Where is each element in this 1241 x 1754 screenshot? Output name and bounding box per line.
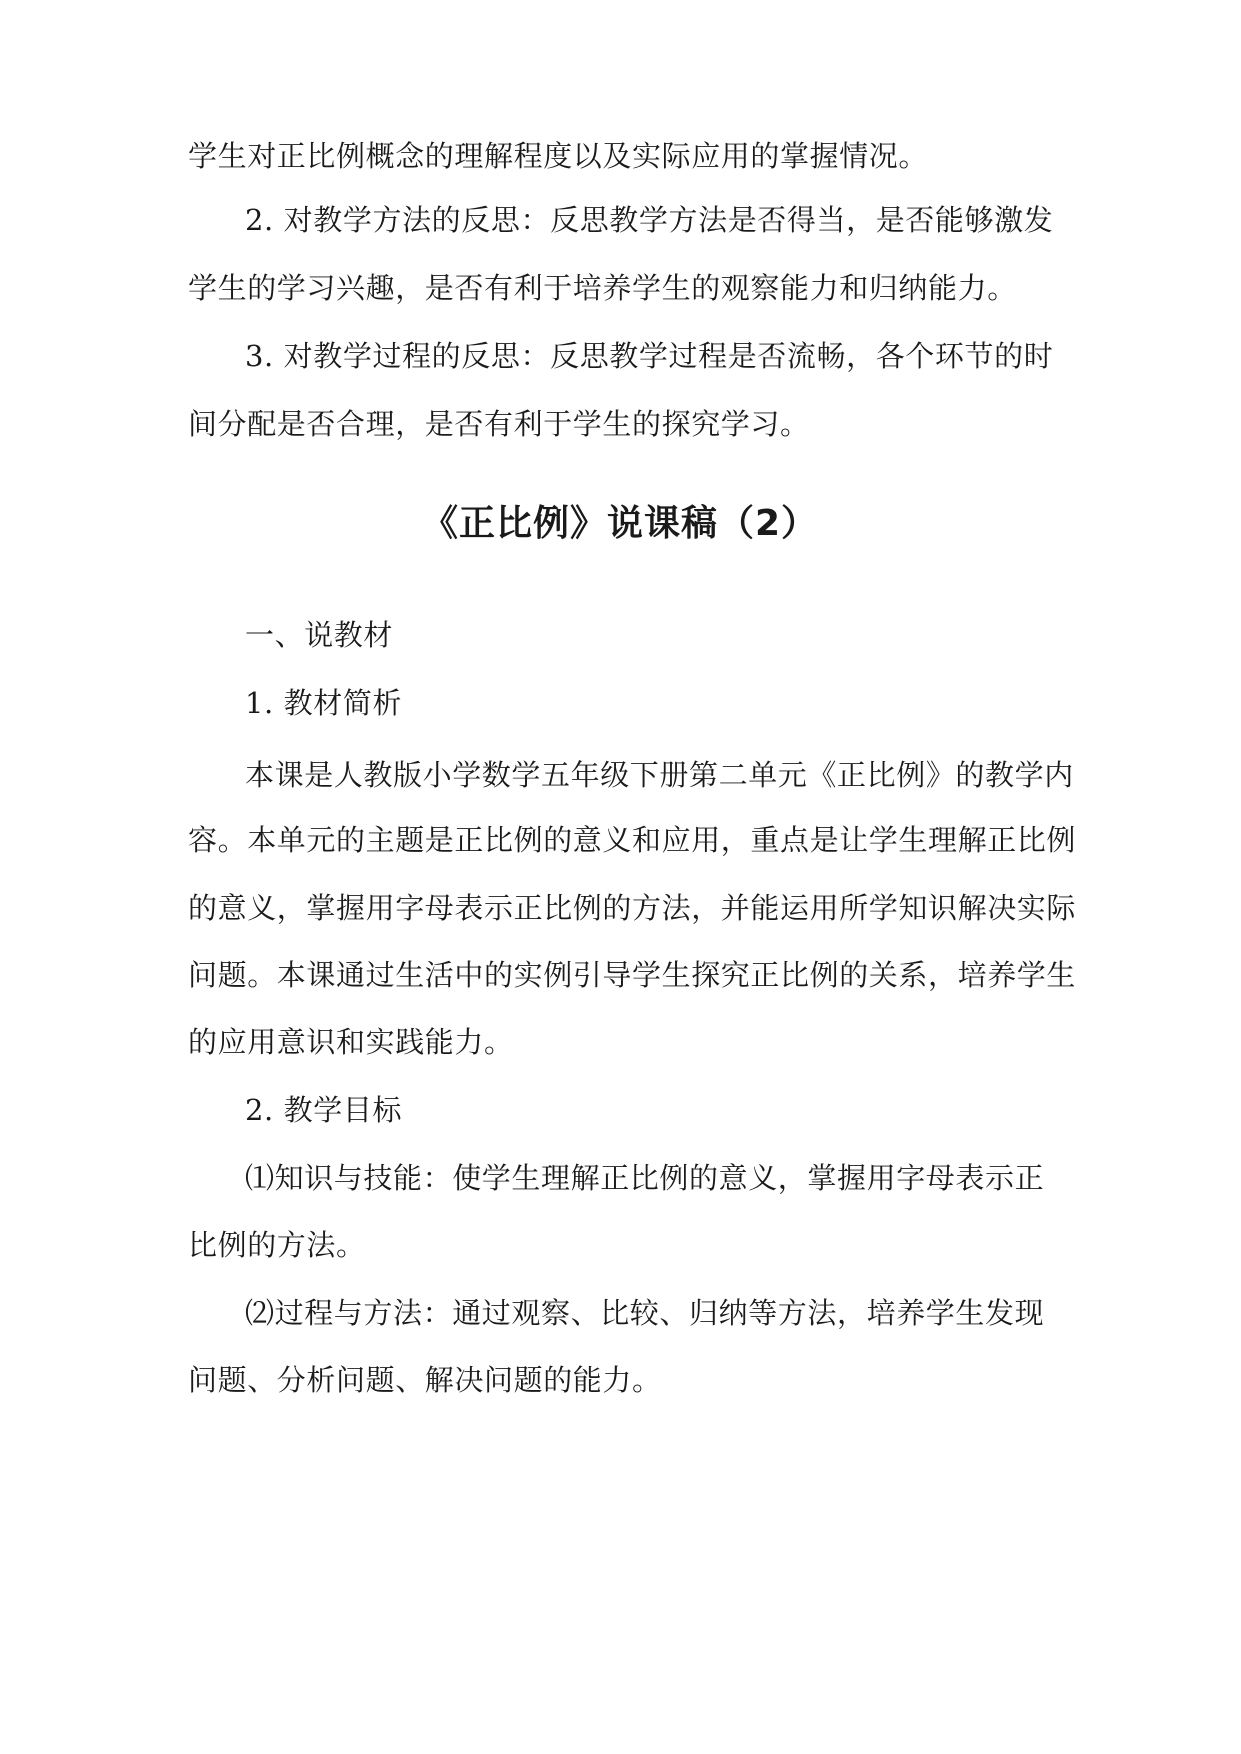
subsection-heading-2: 2. 教学目标 (245, 1093, 403, 1127)
reflection-item-3-line-1: 3. 对教学过程的反思：反思教学过程是否流畅，各个环节的时 (245, 339, 1054, 373)
subsection-heading-1: 1. 教材简析 (245, 686, 403, 720)
reflection-item-2-line-2: 学生的学习兴趣，是否有利于培养学生的观察能力和归纳能力。 (188, 271, 1017, 305)
goal-2-line-2: 问题、分析问题、解决问题的能力。 (188, 1363, 662, 1397)
paragraph-line: 的应用意识和实践能力。 (188, 1025, 514, 1059)
paragraph-line: 的意义，掌握用字母表示正比例的方法，并能运用所学知识解决实际 (188, 891, 1077, 925)
paragraph-line: 容。本单元的主题是正比例的意义和应用，重点是让学生理解正比例 (188, 823, 1077, 857)
section-heading: 一、说教材 (245, 618, 394, 652)
paragraph-line: 问题。本课通过生活中的实例引导学生探究正比例的关系，培养学生 (188, 958, 1077, 992)
reflection-item-3-line-2: 间分配是否合理，是否有利于学生的探究学习。 (188, 407, 810, 441)
goal-2-line-1: ⑵过程与方法：通过观察、比较、归纳等方法，培养学生发现 (245, 1296, 1045, 1330)
reflection-item-2-line-1: 2. 对教学方法的反思：反思教学方法是否得当，是否能够激发 (245, 203, 1054, 237)
goal-1-line-1: ⑴知识与技能：使学生理解正比例的意义，掌握用字母表示正 (245, 1161, 1045, 1195)
paragraph-line: 本课是人教版小学数学五年级下册第二单元《正比例》的教学内 (245, 758, 1074, 792)
reflection-continuation: 学生对正比例概念的理解程度以及实际应用的掌握情况。 (188, 139, 929, 173)
goal-1-line-2: 比例的方法。 (188, 1228, 366, 1262)
document-title: 《正比例》说课稿（2） (421, 503, 819, 544)
